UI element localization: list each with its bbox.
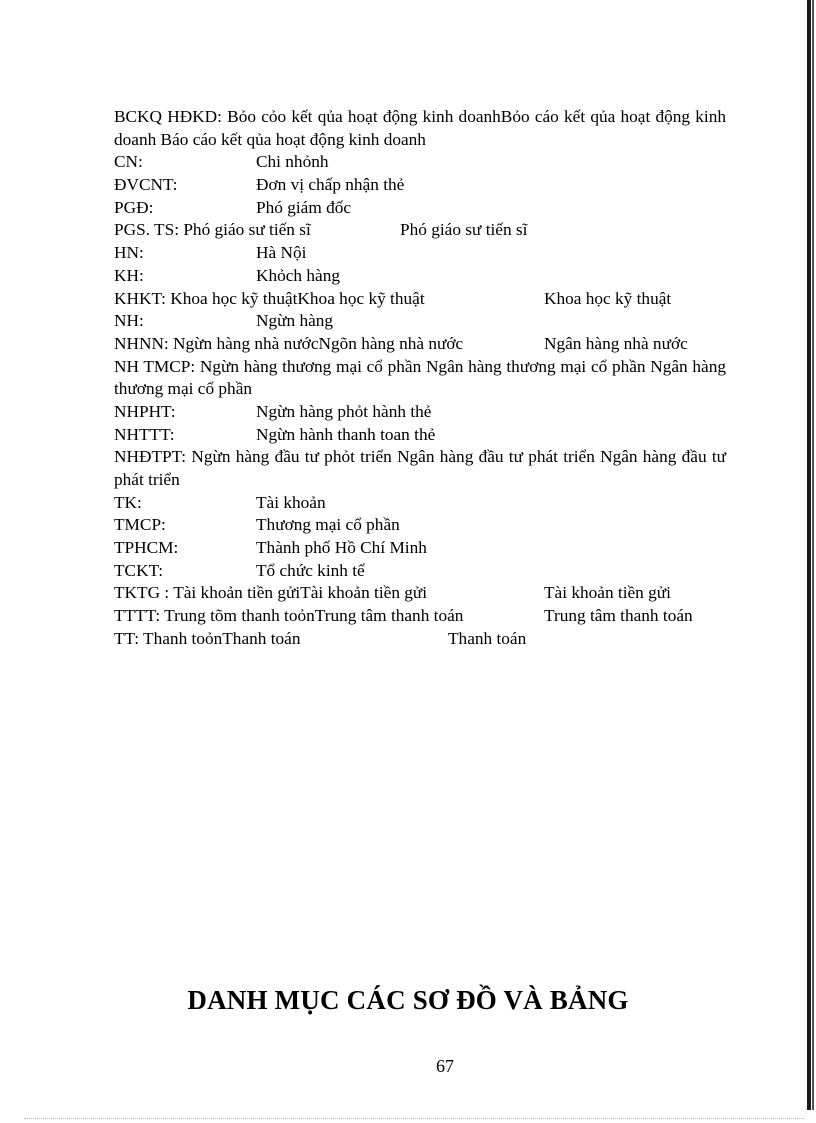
abbreviation-row [114,242,734,265]
abbreviation-text: BCKQ HĐKD: Bỏo cỏo kết qủa hoạt động kinh doanhBỏo cáo kết qủa hoạt động kinh doanh Báo cáo kết qủa hoạt động kinh doanh [114,107,726,149]
abbreviation-text: NHĐTPT: Ngừn hàng đầu tư phỏt triển Ngân hàng đầu tư phát triển Ngân hàng đầu tư phát triển [114,447,726,490]
abbreviation-meaning: Hà Nội [256,243,307,263]
abbreviation-row [114,537,734,560]
abbreviation-term: CN: [114,152,143,172]
abbreviation-meaning: Ngừn hàng phỏt hành thẻ [256,401,432,421]
abbreviation-meaning: Đơn vị chấp nhận thẻ [256,175,405,195]
abbreviation-term: NH: [114,311,144,331]
abbreviation-term: TCKT: [114,560,164,580]
abbreviation-term: NHNN: Ngừn hàng nhà nướcNgõn hàng nhà nước [114,333,464,353]
abbreviation-row [114,288,734,311]
abbreviation-term: PGĐ: [114,197,154,217]
abbreviation-term: TTTT: Trung tõm thanh toỏnTrung tâm thanh toán [114,606,464,626]
abbreviation-meaning: Phó giáo sư tiến sĩ [400,220,528,240]
abbreviation-term: TPHCM: [114,538,179,558]
abbreviation-meaning: Ngân hàng nhà nước [544,333,688,353]
abbreviation-term: HN: [114,243,144,263]
abbreviation-term: NHTTT: [114,424,175,444]
abbreviation-meaning: Ngừn hàng [256,311,334,331]
abbreviation-term: TKTG : Tài khoản tiền gửiTài khoản tiền gửi [114,583,428,603]
abbreviation-meaning: Tài khoản [256,492,326,512]
page-border-shadow [812,0,814,1110]
page-number: 67 [436,1056,454,1076]
abbreviation-meaning: Trung tâm thanh toán [544,606,693,626]
abbreviation-row [114,560,734,583]
abbreviation-meaning: Khỏch hàng [256,265,340,285]
abbreviation-term: KH: [114,265,144,285]
page-border-right [807,0,811,1110]
abbreviation-meaning: Ngừn hành thanh toan thẻ [256,424,436,444]
abbreviation-term: NHPHT: [114,401,176,421]
abbreviation-row [114,219,734,242]
abbreviation-meaning: Tổ chức kinh tế [256,560,365,580]
abbreviation-meaning: Chi nhỏnh [256,152,329,172]
abbreviation-term: PGS. TS: Phó giáo sư tiến sĩ [114,220,311,240]
abbreviation-row [114,514,734,537]
abbreviation-row [114,174,734,197]
abbreviation-meaning: Thành phố Hồ Chí Minh [256,538,427,558]
abbreviation-row [114,628,734,651]
abbreviation-meaning: Khoa học kỹ thuật [544,288,672,308]
abbreviation-row [114,492,734,515]
abbreviation-row [114,197,734,220]
abbreviation-row [114,151,734,174]
abbreviation-row [114,401,734,424]
abbreviation-row [114,446,734,491]
abbreviation-meaning: Phó giám đốc [256,197,352,217]
abbreviation-list [114,106,734,651]
abbreviation-term: KHKT: Khoa học kỹ thuậtKhoa học kỹ thuật [114,288,425,308]
page-border-bottom [24,1118,804,1119]
abbreviation-row [114,106,734,151]
abbreviation-row [114,582,734,605]
abbreviation-term: ĐVCNT: [114,175,178,195]
abbreviation-row [114,310,734,333]
abbreviation-row [114,605,734,628]
abbreviation-meaning: Thanh toán [448,628,527,648]
abbreviation-text: NH TMCP: Ngừn hàng thương mại cổ phần Ngân hàng thương mại cổ phần Ngân hàng thương mại cổ phần [114,356,726,399]
abbreviation-term: TMCP: [114,515,166,535]
abbreviation-row [114,265,734,288]
abbreviation-meaning: Thương mại cổ phần [256,515,400,535]
abbreviation-row [114,424,734,447]
abbreviation-row [114,356,734,401]
abbreviation-term: TT: Thanh toỏnThanh toán [114,628,301,648]
abbreviation-row [114,333,734,356]
section-heading: DANH MỤC CÁC SƠ ĐỒ VÀ BẢNG [187,985,629,1015]
abbreviation-term: TK: [114,492,142,512]
abbreviation-meaning: Tài khoản tiền gửi [544,583,671,603]
